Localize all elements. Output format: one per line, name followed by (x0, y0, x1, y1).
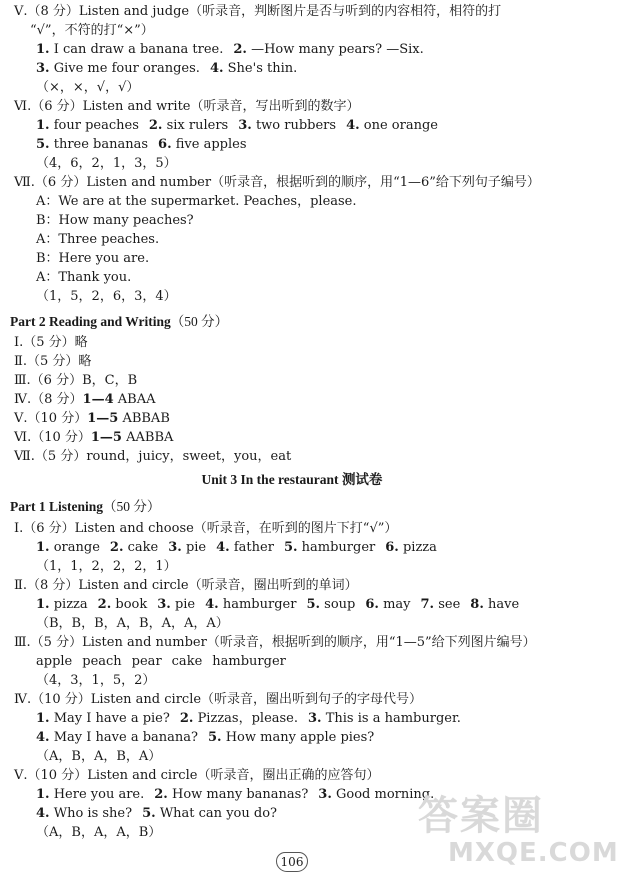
u2-answer: （B，B，B，A，B，A，A，A） (36, 616, 229, 631)
u3-heading: Ⅲ.（5 分）Listen and number（听录音，根据听到的顺序，用“1—5”给下列图片编号） (14, 635, 536, 650)
watermark-brand: 答案圈 (418, 793, 544, 839)
sec6-line1: 1. four peaches 2. six rulers 3. two rubbers 4. one orange (36, 118, 438, 133)
u1-heading: Ⅰ.（6 分）Listen and choose（听录音，在听到的图片下打“√”） (14, 521, 398, 536)
part2-row-4: Ⅳ.（8 分）1—4 ABAA (14, 392, 156, 407)
dialogue-line-4: B：Here you are. (36, 251, 150, 266)
part2-row-3: Ⅲ.（6 分）B，C，B (14, 373, 138, 388)
sec5-heading: Ⅴ.（8 分）Listen and judge（听录音，判断图片是否与听到的内容相符，相符的打 (14, 4, 502, 19)
part2-row-7: Ⅶ.（5 分）round，juicy，sweet，you，eat (14, 449, 292, 464)
u2-items: 1. pizza 2. book 3. pie 4. hamburger 5. soup 6. may 7. see 8. have (36, 597, 520, 612)
u5-line2: 4. Who is she? 5. What can you do? (36, 806, 277, 821)
sec5-answer: （×，×，√，√） (36, 80, 140, 95)
dialogue-line-2: B：How many peaches? (36, 213, 194, 228)
u3-answer: （4，3，1，5，2） (36, 673, 156, 688)
sec7-heading: Ⅶ.（6 分）Listen and number（听录音，根据听到的顺序，用“1—6”给下列句子编号） (14, 175, 540, 190)
watermark (418, 780, 619, 880)
u4-heading: Ⅳ.（10 分）Listen and circle（听录音，圈出听到句子的字母代号） (14, 692, 423, 707)
part2-row-5: Ⅴ.（10 分）1—5 ABBAB (14, 411, 170, 426)
sec6-heading: Ⅵ.（6 分）Listen and write（听录音，写出听到的数字） (14, 99, 360, 114)
sec6-answer: （4，6，2，1，3，5） (36, 156, 177, 171)
u2-heading: Ⅱ.（8 分）Listen and circle（听录音，圈出听到的单词） (14, 578, 358, 593)
unit3-part1-title: Part 1 Listening（50 分） (10, 499, 161, 514)
u4-answer: （A，B，A，B，A） (36, 749, 162, 764)
u4-line2: 4. May I have a banana? 5. How many apple pies? (36, 730, 375, 745)
u5-heading: Ⅴ.（10 分）Listen and circle（听录音，圈出正确的应答句） (14, 768, 380, 783)
u5-answer: （A，B，A，A，B） (36, 825, 162, 840)
sec7-answer: （1，5，2，6，3，4） (36, 289, 177, 304)
dialogue-line-1: A：We are at the supermarket. Peaches，please. (36, 194, 357, 209)
page-number: 106 (278, 852, 306, 872)
u1-items: 1. orange 2. cake 3. pie 4. father 5. hamburger 6. pizza (36, 540, 437, 555)
sec5-heading-cont: “√”，不符的打“×”） (30, 23, 154, 38)
unit3-title: Unit 3 In the restaurant 测试卷 (201, 472, 383, 487)
watermark-url: MXQE.COM (448, 838, 619, 868)
u5-line1: 1. Here you are. 2. How many bananas? 3. Good morning. (36, 787, 435, 802)
u1-answer: （1，1，2，2，2，1） (36, 559, 177, 574)
dialogue-line-3: A：Three peaches. (36, 232, 160, 247)
part2-row-1: Ⅰ.（5 分）略 (14, 335, 88, 350)
sec5-line2: 3. Give me four oranges. 4. She's thin. (36, 61, 298, 76)
sec6-line2: 5. three bananas 6. five apples (36, 137, 247, 152)
dialogue-line-5: A：Thank you. (36, 270, 132, 285)
u3-words: apple peach pear cake hamburger (36, 654, 286, 669)
sec5-line1: 1. I can draw a banana tree. 2. —How many pears? —Six. (36, 42, 424, 57)
u4-line1: 1. May I have a pie? 2. Pizzas，please. 3. This is a hamburger. (36, 711, 461, 726)
part2-title: Part 2 Reading and Writing（50 分） (10, 314, 229, 329)
part2-row-2: Ⅱ.（5 分）略 (14, 354, 92, 369)
part2-row-6: Ⅵ.（10 分）1—5 AABBA (14, 430, 174, 445)
